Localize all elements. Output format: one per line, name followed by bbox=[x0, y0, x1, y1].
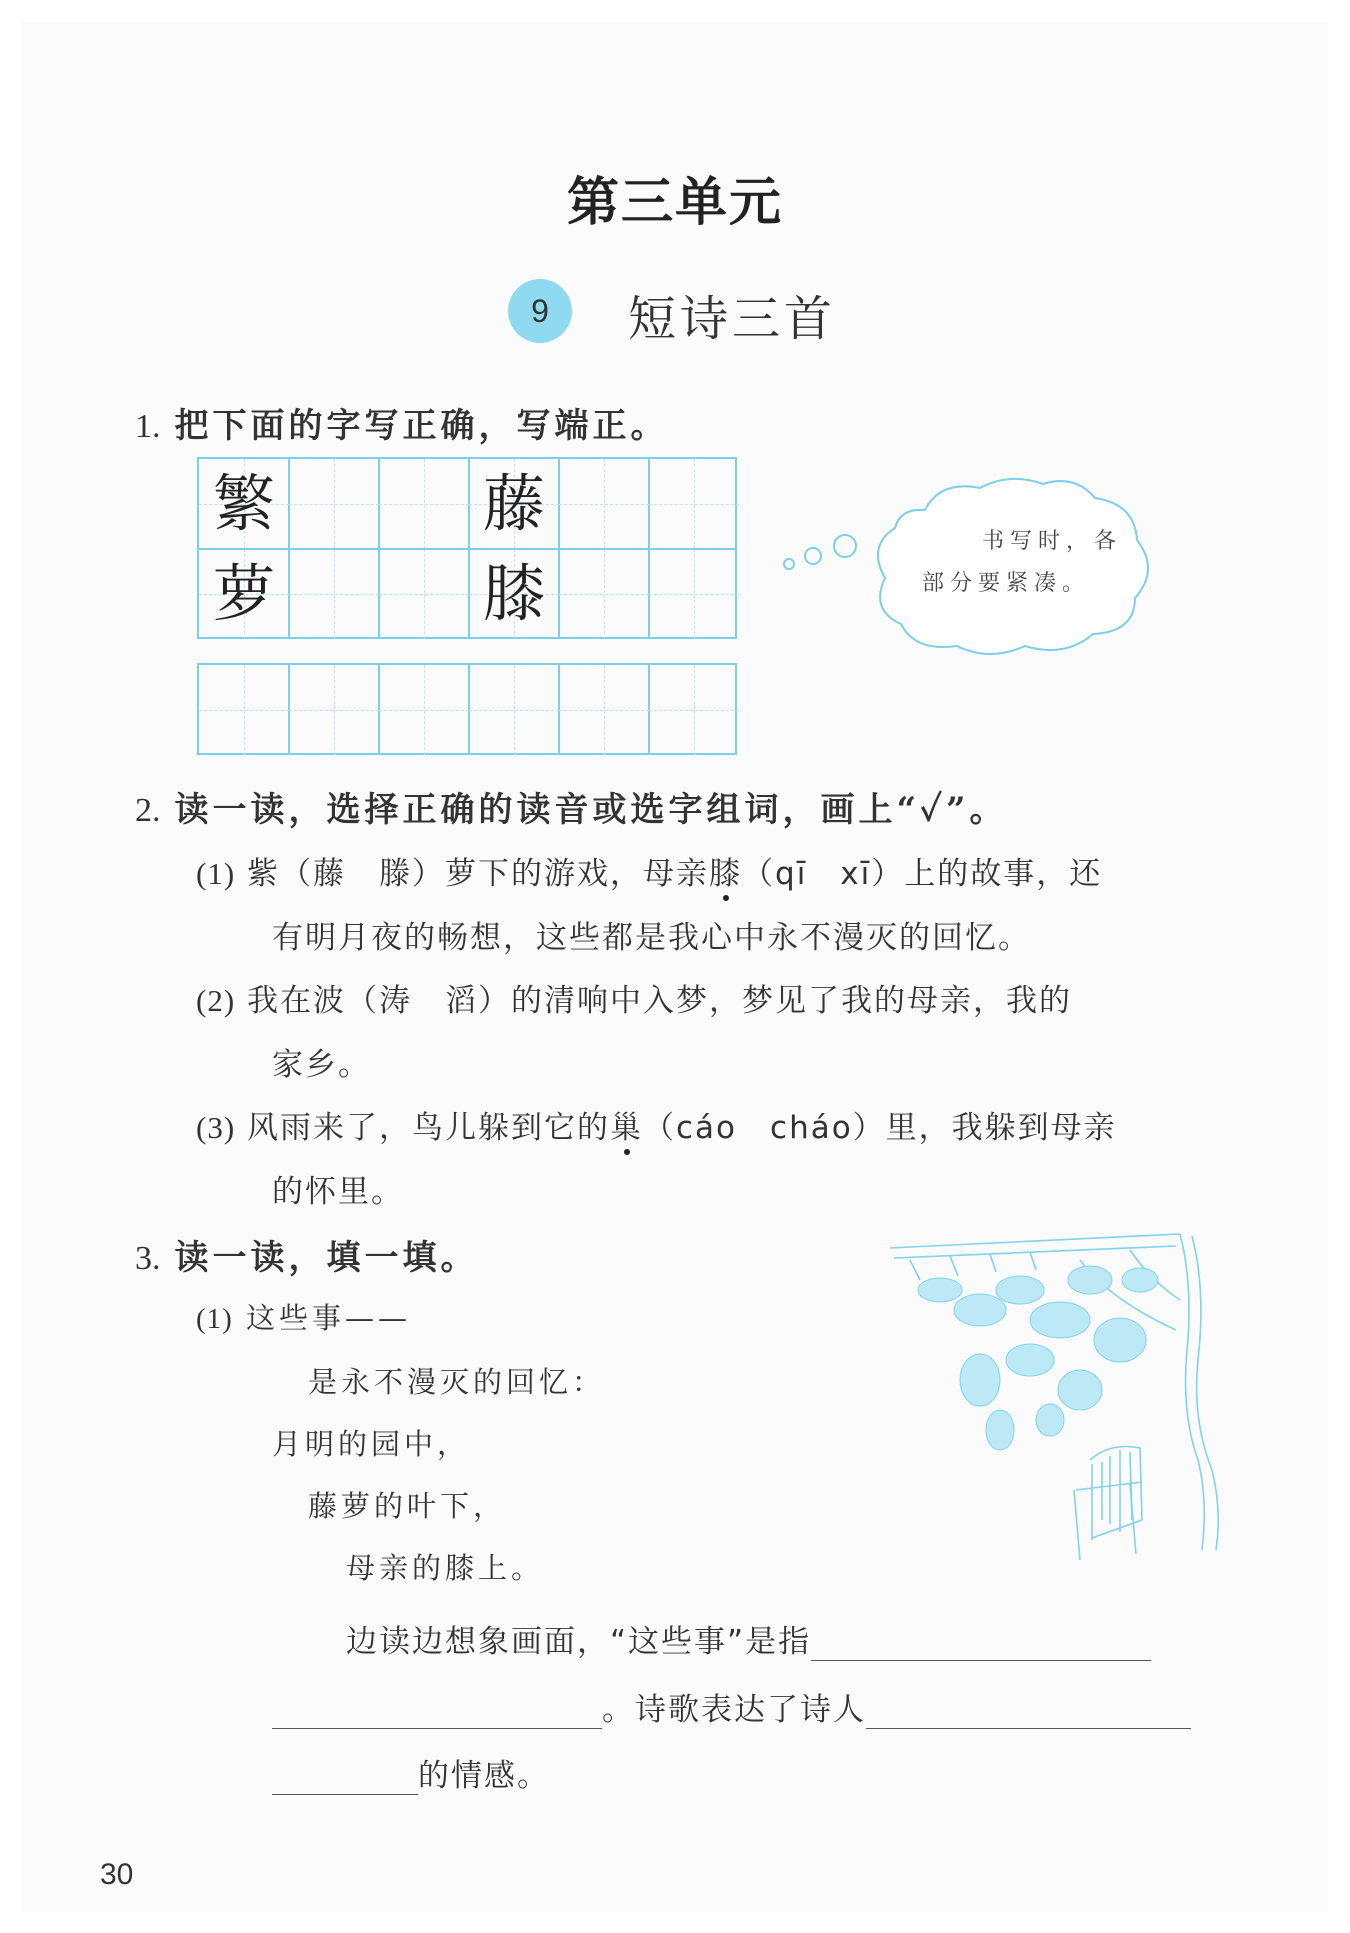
page-number: 30 bbox=[100, 1858, 134, 1891]
model-character: 萝 bbox=[212, 557, 275, 630]
grid-guide-line bbox=[514, 665, 515, 755]
model-character: 繁 bbox=[212, 467, 275, 540]
grid-guide-line bbox=[424, 665, 425, 755]
question-text: 读一读，填一填。 bbox=[174, 1238, 479, 1278]
poem-line: 是永不漫灭的回忆： bbox=[308, 1365, 606, 1399]
model-character: 膝 bbox=[482, 557, 545, 630]
grid-guide-line bbox=[334, 549, 335, 639]
grid-guide-line bbox=[694, 665, 695, 755]
poem-line: 这些事—— bbox=[246, 1301, 412, 1335]
fill-text: 的情感。 bbox=[418, 1758, 550, 1794]
answer-blank-4[interactable] bbox=[272, 1758, 418, 1795]
q3-fill-line-3 bbox=[272, 1750, 550, 1795]
fill-text: 边读边想象画面，“这些事”是指 bbox=[346, 1624, 812, 1660]
grid-guide-line bbox=[244, 665, 245, 755]
answer-blank-2[interactable] bbox=[272, 1692, 602, 1729]
wisteria-chair-illustration bbox=[880, 1220, 1220, 1580]
item-number: (1) bbox=[196, 856, 236, 891]
unit-title: 第三单元 bbox=[566, 172, 783, 233]
item-number: (2) bbox=[196, 983, 236, 1018]
q2-item-3-line-2: 的怀里。 bbox=[272, 1174, 404, 1210]
item-text-options[interactable]: （cáo cháo）里，我躲到母亲 bbox=[643, 1110, 1117, 1146]
writing-grid-practice[interactable] bbox=[197, 663, 737, 755]
grid-guide-line bbox=[604, 549, 605, 639]
grid-guide-line bbox=[334, 665, 335, 755]
item-text-options[interactable]: （qī xī）上的故事，还 bbox=[742, 856, 1103, 892]
poem-line: 藤萝的叶下， bbox=[308, 1489, 507, 1523]
question-number: 3. bbox=[135, 1240, 161, 1277]
grid-guide-line bbox=[424, 459, 425, 549]
lesson-title: 短诗三首 bbox=[628, 291, 837, 347]
grid-guide-line bbox=[424, 549, 425, 639]
fill-text: 。诗歌表达了诗人 bbox=[602, 1692, 866, 1728]
grid-guide-line bbox=[604, 459, 605, 549]
answer-blank-3[interactable] bbox=[866, 1692, 1191, 1729]
thought-line-2: 部分要紧凑。 bbox=[922, 571, 1091, 596]
item-number: (3) bbox=[196, 1110, 236, 1145]
question-number: 2. bbox=[135, 792, 161, 829]
q2-item-2-line-2: 家乡。 bbox=[272, 1047, 371, 1083]
grid-guide-line bbox=[694, 549, 695, 639]
q3-item-1-line-1 bbox=[196, 1296, 411, 1337]
grid-guide-line bbox=[694, 459, 695, 549]
question-3 bbox=[135, 1230, 479, 1279]
model-character: 藤 bbox=[482, 467, 545, 540]
item-number: (1) bbox=[196, 1303, 233, 1335]
grid-guide-line bbox=[604, 665, 605, 755]
q2-item-1-line-1 bbox=[196, 848, 1102, 893]
question-number: 1. bbox=[135, 408, 161, 445]
dotted-char: 膝 bbox=[709, 856, 743, 892]
grid-guide-line bbox=[334, 459, 335, 549]
question-1 bbox=[135, 398, 669, 447]
q3-fill-line-2 bbox=[272, 1684, 1191, 1729]
poem-line: 月明的园中， bbox=[272, 1427, 471, 1461]
q2-item-3-line-1 bbox=[196, 1102, 1117, 1147]
item-text: 风雨来了，鸟儿躲到它的 bbox=[247, 1110, 611, 1146]
thought-line-1: 书写时，各 bbox=[982, 529, 1123, 554]
question-text: 读一读，选择正确的读音或选字组词，画上“✓”。 bbox=[174, 790, 1008, 830]
answer-blank-1[interactable] bbox=[811, 1624, 1151, 1661]
item-text-options[interactable]: 我在波（涛 滔）的清响中入梦，梦见了我的母亲，我的 bbox=[247, 983, 1073, 1019]
q2-item-1-line-2: 有明月夜的畅想，这些都是我心中永不漫灭的回忆。 bbox=[272, 920, 1031, 956]
item-text: 紫（藤 滕）萝下的游戏，母亲 bbox=[247, 856, 710, 892]
writing-grid-top bbox=[197, 457, 737, 639]
question-text: 把下面的字写正确，写端正。 bbox=[174, 406, 669, 446]
lesson-number-badge: 9 bbox=[508, 279, 572, 343]
q3-fill-line-1 bbox=[346, 1616, 1151, 1661]
poem-line: 母亲的膝上。 bbox=[346, 1551, 545, 1585]
q2-item-2-line-1 bbox=[196, 975, 1072, 1020]
question-2 bbox=[135, 782, 1008, 831]
dotted-char: 巢 bbox=[610, 1110, 644, 1146]
